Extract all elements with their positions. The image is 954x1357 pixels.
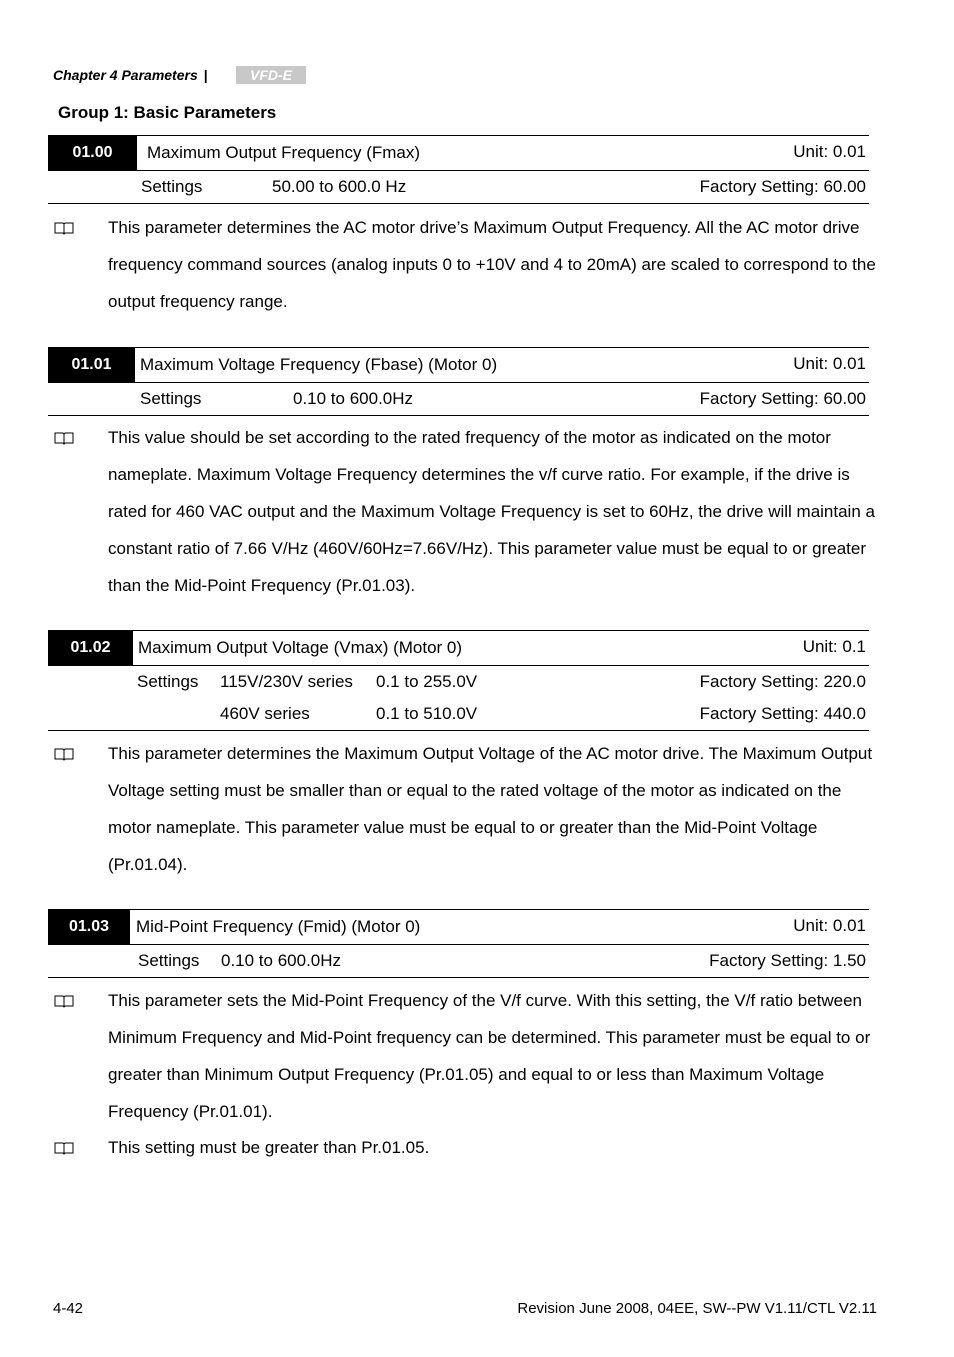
chapter-heading xyxy=(53,67,208,83)
settings-row xyxy=(48,171,869,204)
param-unit: Unit: 0.01 xyxy=(793,354,866,373)
param-number: 01.02 xyxy=(48,631,133,665)
param-01-02 xyxy=(48,630,869,731)
param-header xyxy=(48,135,869,171)
factory-setting: Factory Setting: 440.0 xyxy=(699,704,866,723)
revision-info: Revision June 2008, 04EE, SW--PW V1.11/CTL V2.11 xyxy=(517,1300,877,1317)
param-unit: Unit: 0.01 xyxy=(793,916,866,935)
settings-label: Settings xyxy=(138,951,200,970)
factory-setting: Factory Setting: 60.00 xyxy=(699,389,866,408)
settings-range: 0.10 to 600.0Hz xyxy=(221,951,342,970)
param-note: This value should be set according to the rated frequency of the motor as indicated on the motor nameplate. Maximum Voltage Frequency determines the v/f curve ratio. For example, if the drive is rated for 460 VAC output and the Maximum Voltage Frequency is set to 60Hz, the drive will maintain a constant ratio of 7.66 V/Hz (460V/60Hz=7.66V/Hz). This parameter value must be equal to or greater than the Mid-Point Frequency (Pr.01.03). xyxy=(108,428,875,595)
param-number: 01.03 xyxy=(48,910,130,944)
param-01-01 xyxy=(48,347,869,416)
vfd-e-logo xyxy=(236,66,306,84)
book-icon xyxy=(54,1141,74,1155)
param-title: Mid-Point Frequency (Fmid) (Motor 0) xyxy=(136,917,421,936)
param-title: Maximum Output Frequency (Fmax) xyxy=(147,143,421,162)
param-note: This parameter sets the Mid-Point Frequency of the V/f curve. With this setting, the V/f ratio between Minimum Frequency and Mid-Point frequency can be determined. This parameter must be equal to or greater than Minimum Output Frequency (Pr.01.05) and equal to or less than Maximum Voltage Frequency (Pr.01.01). xyxy=(108,991,871,1121)
param-title: Maximum Voltage Frequency (Fbase) (Motor 0) xyxy=(140,355,498,374)
settings-range: 0.1 to 255.0V xyxy=(376,672,478,691)
param-number: 01.01 xyxy=(48,348,135,382)
param-unit: Unit: 0.01 xyxy=(793,142,866,161)
param-note: This parameter determines the AC motor drive’s Maximum Output Frequency. All the AC motor drive frequency command sources (analog inputs 0 to +10V and 4 to 20mA) are scaled to correspond to the output frequency range. xyxy=(108,218,876,311)
book-icon xyxy=(54,994,74,1008)
factory-setting: Factory Setting: 1.50 xyxy=(709,951,866,970)
book-icon xyxy=(54,431,74,445)
param-header xyxy=(48,347,869,383)
settings-label: Settings xyxy=(141,177,203,196)
chapter-title: Chapter 4 Parameters xyxy=(53,67,198,83)
settings-label: Settings xyxy=(140,389,202,408)
settings-label: Settings xyxy=(137,672,199,691)
param-note: This parameter determines the Maximum Output Voltage of the AC motor drive. The Maximum Output Voltage setting must be smaller than or equal to the rated voltage of the motor as indicated on the motor nameplate. This parameter value must be equal to or greater than the Mid-Point Voltage (Pr.01.04). xyxy=(108,744,873,874)
param-01-03 xyxy=(48,909,869,978)
settings-range: 0.1 to 510.0V xyxy=(376,704,478,723)
settings-series: 460V series xyxy=(220,704,310,723)
page-number: 4-42 xyxy=(53,1300,84,1317)
settings-range: 0.10 to 600.0Hz xyxy=(293,389,414,408)
param-header xyxy=(48,909,869,945)
factory-setting: Factory Setting: 60.00 xyxy=(699,177,866,196)
param-number: 01.00 xyxy=(48,136,137,170)
param-unit: Unit: 0.1 xyxy=(802,637,866,656)
logo-text: VFD-E xyxy=(250,67,292,83)
group-title: Group 1: Basic Parameters xyxy=(58,103,277,122)
settings-row xyxy=(48,666,869,698)
settings-series: 115V/230V series xyxy=(220,672,353,691)
settings-row xyxy=(48,383,869,416)
settings-row xyxy=(48,945,869,978)
chapter-separator: | xyxy=(203,67,208,83)
param-note: This setting must be greater than Pr.01.05. xyxy=(108,1138,430,1157)
param-header xyxy=(48,630,869,666)
param-01-00 xyxy=(48,135,869,204)
settings-range: 50.00 to 600.0 Hz xyxy=(272,177,407,196)
settings-row xyxy=(48,698,869,731)
factory-setting: Factory Setting: 220.0 xyxy=(699,672,866,691)
book-icon xyxy=(54,221,74,235)
param-title: Maximum Output Voltage (Vmax) (Motor 0) xyxy=(138,638,463,657)
book-icon xyxy=(54,747,74,761)
